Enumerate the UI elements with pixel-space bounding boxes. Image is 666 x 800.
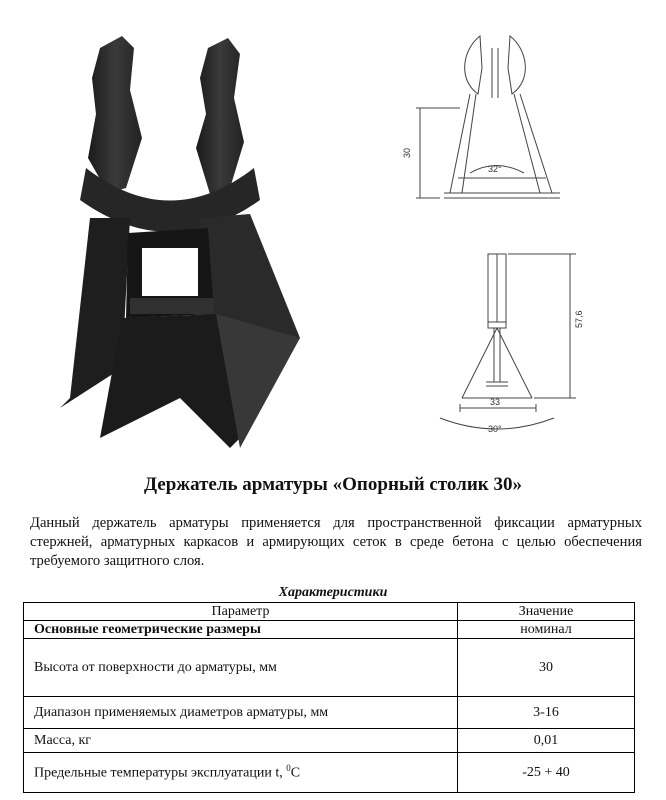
param-cell: Диапазон применяемых диаметров арматуры, мм [24, 697, 458, 729]
table-row [24, 753, 635, 793]
header-value: Значение [458, 603, 635, 621]
table-row [24, 697, 635, 729]
value-cell: -25 + 40 [458, 753, 635, 793]
value-cell: номинал [458, 621, 635, 639]
product-description: Данный держатель арматуры применяется для пространственной фиксации арматурных стержней, арматурных каркасов и армирующих сеток в среде бетона с целью обеспечения требуемого защитного слоя. [30, 515, 642, 569]
table-row [24, 621, 635, 639]
value-cell: 30 [458, 639, 635, 697]
value-cell: 0,01 [458, 729, 635, 753]
header-parameter: Параметр [24, 603, 458, 621]
specs-table [23, 602, 635, 793]
table-caption: Характеристики [278, 585, 388, 600]
total-height-dimension: 57,6 [574, 310, 584, 328]
param-unit: C [290, 765, 301, 781]
param-cell: Основные геометрические размеры [24, 621, 458, 639]
table-row [24, 729, 635, 753]
side-view-drawing [400, 248, 600, 448]
base-angle-dimension: 30° [488, 424, 502, 434]
base-width-dimension: 33 [490, 397, 501, 407]
param-text: Предельные температуры эксплуатации t, [34, 765, 287, 781]
param-cell: Высота от поверхности до арматуры, мм [24, 639, 458, 697]
height-dimension: 30 [402, 147, 412, 158]
rebar-chair-photo [30, 18, 330, 448]
front-view-drawing [400, 28, 590, 218]
degree-superscript: 0 [286, 763, 291, 774]
param-cell: Масса, кг [24, 729, 458, 753]
angle-dimension: 32° [488, 164, 502, 174]
value-cell: 3-16 [458, 697, 635, 729]
product-title: Держатель арматуры «Опорный столик 30» [144, 474, 522, 495]
table-row [24, 639, 635, 697]
table-header-row [24, 603, 635, 621]
param-cell [24, 753, 458, 793]
